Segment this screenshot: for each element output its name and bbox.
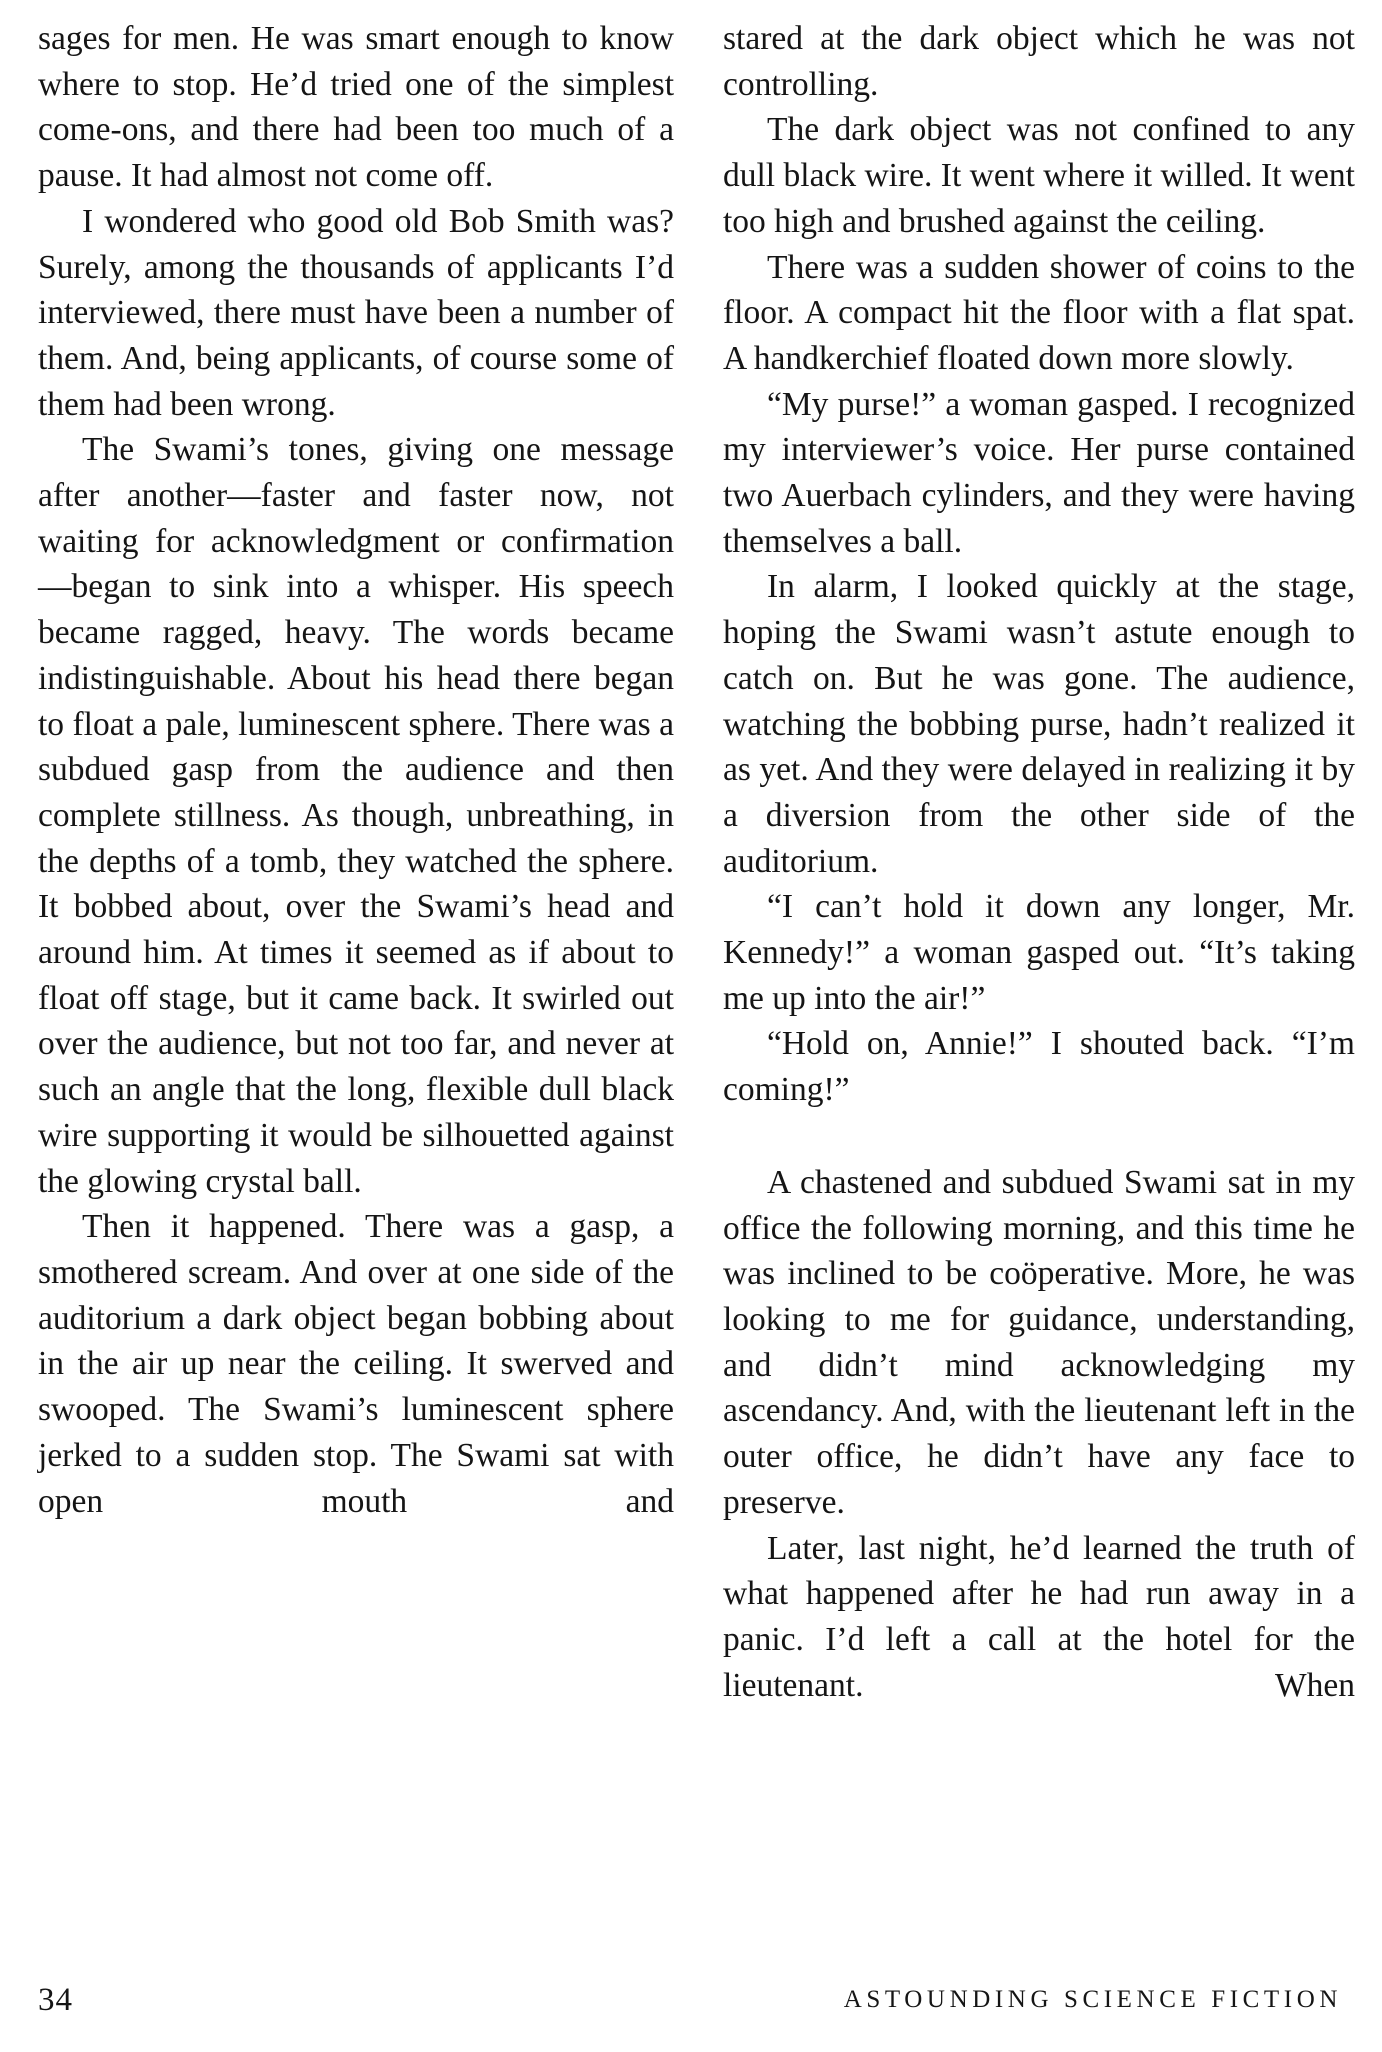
left-column: [38, 16, 674, 1524]
paragraph-cant-hold: “I can’t hold it down any longer, Mr. Kennedy!” a woman gasped out. “It’s taking me up into the air!”: [723, 888, 1355, 1017]
page-footer: [0, 1978, 1382, 2026]
running-footer-title: ASTOUNDING SCIENCE FICTION: [843, 1986, 1342, 2013]
paragraph-chastened-swami: A chastened and subdued Swami sat in my office the following morning, and this time he was inclined to be coöperative. More, he was looking to me for guidance, understanding, and didn’t mind acknowledging my ascendancy. And, with the lieutenant left in the outer office, he didn’t have any face to preserve.: [723, 1163, 1355, 1521]
paragraph-dark-object: The dark object was not confined to any dull black wire. It went where it willed. It went too high and brushed against the ceiling.: [723, 111, 1355, 240]
paragraph-hold-on-annie: “Hold on, Annie!” I shouted back. “I’m coming!”: [723, 1025, 1355, 1109]
paragraph-in-alarm: In alarm, I looked quickly at the stage, hoping the Swami wasn’t astute enough to catch on. But he was gone. The audience, watching the bobbing purse, hadn’t realized it as yet. And they were delayed in realizing it by a diversion from the other side of the auditorium.: [723, 568, 1355, 880]
paragraph-continued: sages for men. He was smart enough to know where to stop. He’d tried one of the simplest come-ons, and there had been too much of a pause. It had almost not come off.: [38, 20, 674, 195]
paragraph-bob-smith: I wondered who good old Bob Smith was? Surely, among the thousands of applicants I’d interviewed, there must have been a number of them. And, being applicants, of course some of them had been wrong.: [38, 202, 674, 423]
paragraph-my-purse: “My purse!” a woman gasped. I recognized my interviewer’s voice. Her purse contained two Auerbach cylinders, and they were having themselves a ball.: [723, 385, 1355, 560]
paragraph-swami-sphere: The Swami’s tones, giving one message after another—faster and faster now, not waiting for acknowledgment or confirmation—began to sink into a whisper. His speech became ragged, heavy. The words became indistinguishable. About his head there began to float a pale, luminescent sphere. There was a subdued gasp from the audience and then complete stillness. As though, unbreathing, in the depths of a tomb, they watched the sphere. It bobbed about, over the Swami’s head and around him. At times it seemed as if about to float off stage, but it came back. It swirled out over the audience, but not too far, and never at such an angle that the long, flexible dull black wire supporting it would be silhouetted against the glowing crystal ball.: [38, 431, 674, 1200]
paragraph-then-it-happened: Then it happened. There was a gasp, a smothered scream. And over at one side of the auditorium a dark object began bobbing about in the air up near the ceiling. It swerved and swooped. The Swami’s luminescent sphere jerked to a sudden stop. The Swami sat with open mouth and: [38, 1208, 674, 1520]
paragraph-stared: stared at the dark object which he was not controlling.: [723, 20, 1355, 103]
right-column: [723, 16, 1355, 1708]
paragraph-later-last-night: Later, last night, he’d learned the truth of what happened after he had run away in a panic. I’d left a call at the hotel for the lieutenant. When: [723, 1529, 1355, 1704]
paragraph-shower-of-coins: There was a sudden shower of coins to the floor. A compact hit the floor with a flat spat. A handkerchief floated down more slowly.: [723, 248, 1355, 377]
section-break: [723, 1113, 1355, 1160]
page-number: 34: [38, 1982, 73, 2018]
